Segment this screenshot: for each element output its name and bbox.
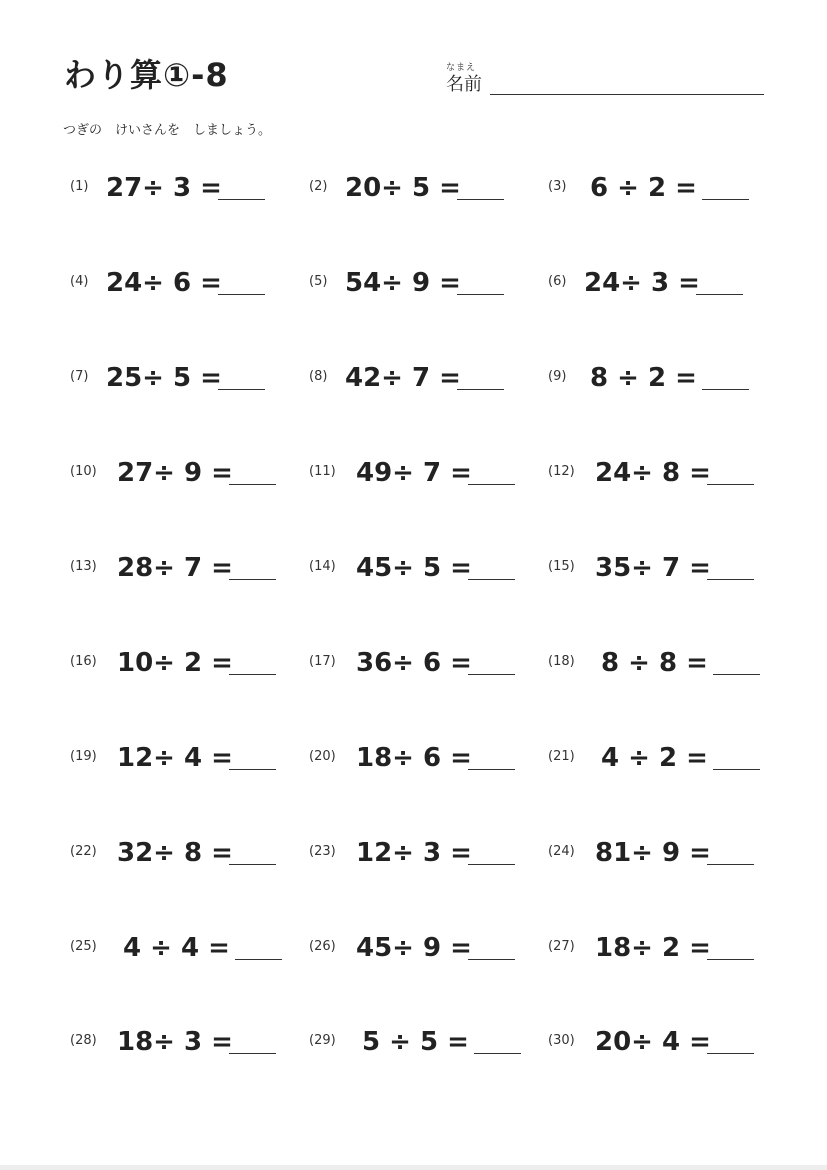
name-label: 名前 (446, 74, 482, 95)
problem-expression: 5 ÷ 5 = (362, 1027, 469, 1057)
problem-expression: 4 ÷ 2 = (601, 743, 708, 773)
problem-expression: 81÷ 9 = (595, 838, 711, 868)
problem-number: (20) (309, 749, 336, 764)
answer-blank[interactable] (218, 389, 265, 390)
problem-number: (28) (70, 1033, 97, 1048)
problem-number: (11) (309, 464, 336, 479)
problem-number: (15) (548, 559, 575, 574)
problem-expression: 54÷ 9 = (345, 268, 461, 298)
answer-blank[interactable] (468, 579, 515, 580)
problem-number: (25) (70, 939, 97, 954)
problem-number: (23) (309, 844, 336, 859)
answer-blank[interactable] (696, 294, 743, 295)
answer-blank[interactable] (468, 674, 515, 675)
problem-number: (14) (309, 559, 336, 574)
problem-number: (12) (548, 464, 575, 479)
answer-blank[interactable] (457, 294, 504, 295)
problem-expression: 4 ÷ 4 = (123, 933, 230, 963)
problem-number: (4) (70, 274, 89, 289)
answer-blank[interactable] (707, 864, 754, 865)
problem-expression: 12÷ 3 = (356, 838, 472, 868)
name-ruby: なまえ (446, 63, 477, 73)
problem-number: (2) (309, 179, 328, 194)
answer-blank[interactable] (702, 199, 749, 200)
answer-blank[interactable] (713, 674, 760, 675)
problem-number: (18) (548, 654, 575, 669)
problem-number: (17) (309, 654, 336, 669)
problem-expression: 18÷ 3 = (117, 1027, 233, 1057)
problem-expression: 27÷ 9 = (117, 458, 233, 488)
answer-blank[interactable] (457, 389, 504, 390)
problem-number: (16) (70, 654, 97, 669)
answer-blank[interactable] (707, 1053, 754, 1054)
answer-blank[interactable] (707, 959, 754, 960)
problem-expression: 18÷ 2 = (595, 933, 711, 963)
problem-expression: 6 ÷ 2 = (590, 173, 697, 203)
problem-number: (30) (548, 1033, 575, 1048)
problem-number: (29) (309, 1033, 336, 1048)
problem-number: (27) (548, 939, 575, 954)
answer-blank[interactable] (468, 864, 515, 865)
answer-blank[interactable] (713, 769, 760, 770)
problem-expression: 45÷ 5 = (356, 553, 472, 583)
answer-blank[interactable] (702, 389, 749, 390)
problem-expression: 36÷ 6 = (356, 648, 472, 678)
problem-number: (1) (70, 179, 89, 194)
problem-number: (8) (309, 369, 328, 384)
problem-expression: 8 ÷ 2 = (590, 363, 697, 393)
problem-number: (9) (548, 369, 567, 384)
problem-expression: 12÷ 4 = (117, 743, 233, 773)
answer-blank[interactable] (235, 959, 282, 960)
answer-blank[interactable] (229, 484, 276, 485)
answer-blank[interactable] (218, 294, 265, 295)
problem-expression: 42÷ 7 = (345, 363, 461, 393)
name-field (446, 60, 766, 100)
answer-blank[interactable] (468, 769, 515, 770)
problem-number: (21) (548, 749, 575, 764)
answer-blank[interactable] (457, 199, 504, 200)
answer-blank[interactable] (229, 864, 276, 865)
problem-number: (13) (70, 559, 97, 574)
instruction-text: つぎの けいさんを しましょう。 (63, 123, 272, 138)
problem-expression: 20÷ 5 = (345, 173, 461, 203)
problem-expression: 45÷ 9 = (356, 933, 472, 963)
problem-expression: 24÷ 3 = (584, 268, 700, 298)
answer-blank[interactable] (218, 199, 265, 200)
problem-expression: 32÷ 8 = (117, 838, 233, 868)
problem-expression: 27÷ 3 = (106, 173, 222, 203)
answer-blank[interactable] (229, 769, 276, 770)
problem-expression: 8 ÷ 8 = (601, 648, 708, 678)
answer-blank[interactable] (474, 1053, 521, 1054)
answer-blank[interactable] (707, 484, 754, 485)
problem-number: (24) (548, 844, 575, 859)
problem-number: (5) (309, 274, 328, 289)
problem-expression: 10÷ 2 = (117, 648, 233, 678)
answer-blank[interactable] (229, 1053, 276, 1054)
problem-number: (10) (70, 464, 97, 479)
name-write-line[interactable] (490, 94, 764, 95)
problem-number: (26) (309, 939, 336, 954)
page-title: わり算①-8 (64, 56, 229, 94)
problem-expression: 35÷ 7 = (595, 553, 711, 583)
problem-number: (6) (548, 274, 567, 289)
problem-expression: 49÷ 7 = (356, 458, 472, 488)
answer-blank[interactable] (468, 959, 515, 960)
problem-number: (22) (70, 844, 97, 859)
problem-expression: 25÷ 5 = (106, 363, 222, 393)
problem-expression: 18÷ 6 = (356, 743, 472, 773)
problem-expression: 28÷ 7 = (117, 553, 233, 583)
problem-number: (3) (548, 179, 567, 194)
problem-expression: 24÷ 6 = (106, 268, 222, 298)
page-bottom-edge (0, 1165, 827, 1170)
problem-expression: 24÷ 8 = (595, 458, 711, 488)
problem-expression: 20÷ 4 = (595, 1027, 711, 1057)
problem-number: (19) (70, 749, 97, 764)
answer-blank[interactable] (229, 674, 276, 675)
problem-number: (7) (70, 369, 89, 384)
answer-blank[interactable] (468, 484, 515, 485)
answer-blank[interactable] (229, 579, 276, 580)
answer-blank[interactable] (707, 579, 754, 580)
